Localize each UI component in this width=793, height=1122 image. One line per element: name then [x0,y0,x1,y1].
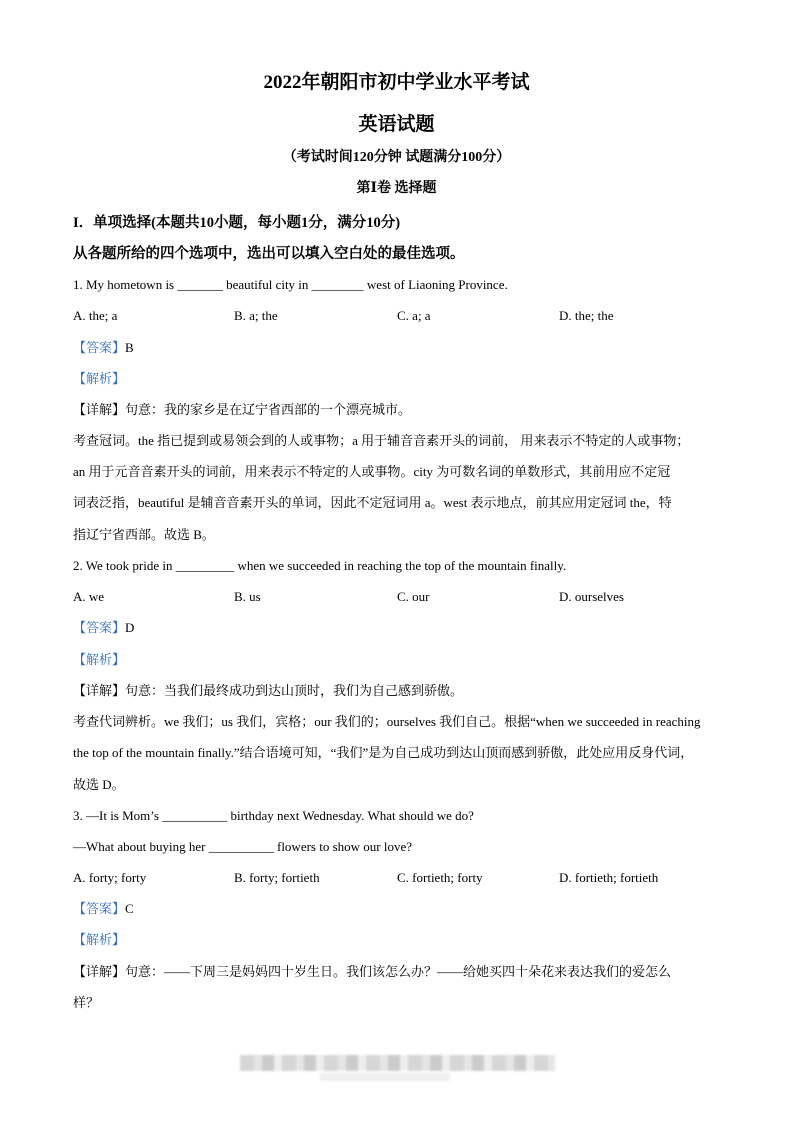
exam-title: 2022年朝阳市初中学业水平考试 [263,72,530,93]
detail-line-continued: 样？ [73,995,100,1010]
analysis-tag: 【解析】 [73,932,126,947]
answer-line [73,340,134,356]
option-c: C. our [397,589,430,604]
blurred-footer [240,1055,555,1071]
question-stem: 2. We took pride in _________ when we succeeded in reaching the top of the mountain finally. [73,558,567,573]
section-heading: I．单项选择(本题共10小题，每小题1分，满分10分) [73,215,401,231]
option-d: D. ourselves [559,589,624,604]
answer-tag: 【答案】 [73,901,126,916]
option-c: C. a; a [397,308,431,323]
option-a: A. the; a [73,308,118,323]
detail-text: 句意：我的家乡是在辽宁省西部的一个漂亮城市。 [125,402,412,417]
option-b: B. us [234,589,261,604]
blurred-footer-sub [320,1073,450,1081]
answer-tag: 【答案】 [73,620,126,635]
answer-line [73,620,134,636]
explanation-line: an 用于元音音素开头的词前，用来表示不特定的人或事物。city 为可数名词的单数形式，其前用应不定冠 [73,464,671,479]
detail-line [73,683,463,699]
explanation-line: 故选 D。 [73,777,125,792]
explanation-line: the top of the mountain finally.”结合语境可知，“我们”是为自己成功到达山顶而感到骄傲，此处应用反身代词， [73,745,694,760]
answer-value: D [125,620,135,635]
option-d: D. the; the [559,308,614,323]
question-stem: 3. —It is Mom’s __________ birthday next Wednesday. What should we do? [73,808,474,823]
analysis-tag: 【解析】 [73,371,126,386]
detail-line [73,964,671,980]
question-stem: 1. My hometown is _______ beautiful city in ________ west of Liaoning Province. [73,277,508,292]
explanation-line: 词表泛指，beautiful 是辅音音素开头的单词，因此不定冠词用 a。west 表示地点，前其应用定冠词 the，特 [73,495,672,510]
explanation-line: 指辽宁省西部。故选 B。 [73,527,215,542]
detail-line [73,402,411,418]
option-a: A. we [73,589,105,604]
analysis-tag: 【解析】 [73,652,126,667]
detail-tag: 【详解】 [73,683,126,698]
option-b: B. a; the [234,308,278,323]
answer-line [73,901,134,917]
section-instruction: 从各题所给的四个选项中，选出可以填入空白处的最佳选项。 [73,246,465,262]
volume-title: 第Ⅰ卷 选择题 [356,181,437,196]
answer-value: B [125,340,134,355]
explanation-line: 考查冠词。the 指已提到或易领会到的人或事物；a 用于辅音音素开头的词前， 用来表示不特定的人或事物； [73,433,690,448]
subject-title: 英语试题 [358,114,435,135]
question-stem-2: —What about buying her __________ flowers to show our love? [73,839,413,854]
detail-text: 句意：——下周三是妈妈四十岁生日。我们该怎么办？——给她买四十朵花来表达我们的爱怎么 [125,964,672,979]
option-a: A. forty; forty [73,870,147,885]
option-d: D. fortieth; fortieth [559,870,659,885]
answer-value: C [125,901,134,916]
detail-tag: 【详解】 [73,402,126,417]
detail-tag: 【详解】 [73,964,126,979]
explanation-line: 考查代词辨析。we 我们；us 我们，宾格；our 我们的；ourselves 我们自己。根据“when we succeeded in reaching [73,714,701,729]
option-b: B. forty; fortieth [234,870,320,885]
exam-info: （考试时间120分钟 试题满分100分） [282,150,511,165]
option-c: C. fortieth; forty [397,870,483,885]
detail-text: 句意：当我们最终成功到达山顶时，我们为自己感到骄傲。 [125,683,464,698]
answer-tag: 【答案】 [73,340,126,355]
